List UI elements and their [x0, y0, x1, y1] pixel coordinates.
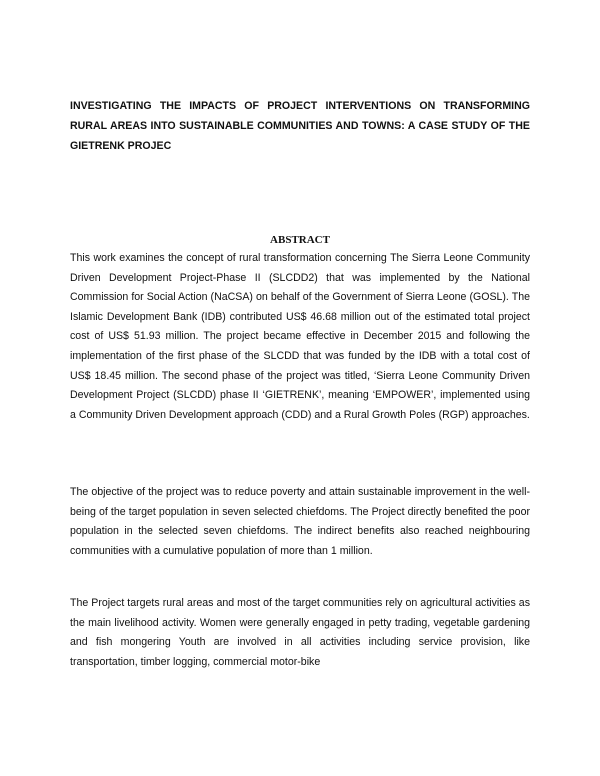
- abstract-paragraph-3: The Project targets rural areas and most of the target communities rely on agricultural activities as the main livelihood activity. Women were generally engaged in petty trading, vegetable gardening and fish mongering Youth are involved in all activities including service provision, like transportation, timber logging, commercial motor-bike: [70, 597, 530, 668]
- abstract-paragraph-2: The objective of the project was to reduce poverty and attain sustainable improvement in the well-being of the target population in seven selected chiefdoms. The Project directly benefited the poor population in the selected seven chiefdoms. The indirect benefits also reached neighbouring communities with a cumulative population of more than 1 million.: [70, 486, 530, 557]
- abstract-heading: ABSTRACT: [270, 234, 330, 246]
- abstract-paragraph-1: This work examines the concept of rural transformation concerning The Sierra Leone Community Driven Development Project-Phase II (SLCDD2) that was implemented by the National Commission for Social Action (NaCSA) on behalf of the Government of Sierra Leone (GOSL). The Islamic Development Bank (IDB) contributed US$ 46.68 million out of the estimated total project cost of US$ 51.93 million. The project became effective in December 2015 and following the implementation of the first phase of the SLCDD that was funded by the IDB with a total cost of US$ 18.45 million. The second phase of the project was titled, ‘Sierra Leone Community Driven Development Project (SLCDD) phase II ‘GIETRENK’, meaning ‘EMPOWER’, implemented using a Community Driven Development approach (CDD) and a Rural Growth Poles (RGP) approaches.: [70, 252, 530, 421]
- paper-title: INVESTIGATING THE IMPACTS OF PROJECT INTERVENTIONS ON TRANSFORMING RURAL AREAS INTO SUSTAINABLE COMMUNITIES AND TOWNS: A CASE STUDY OF THE GIETRENK PROJEC: [70, 100, 530, 152]
